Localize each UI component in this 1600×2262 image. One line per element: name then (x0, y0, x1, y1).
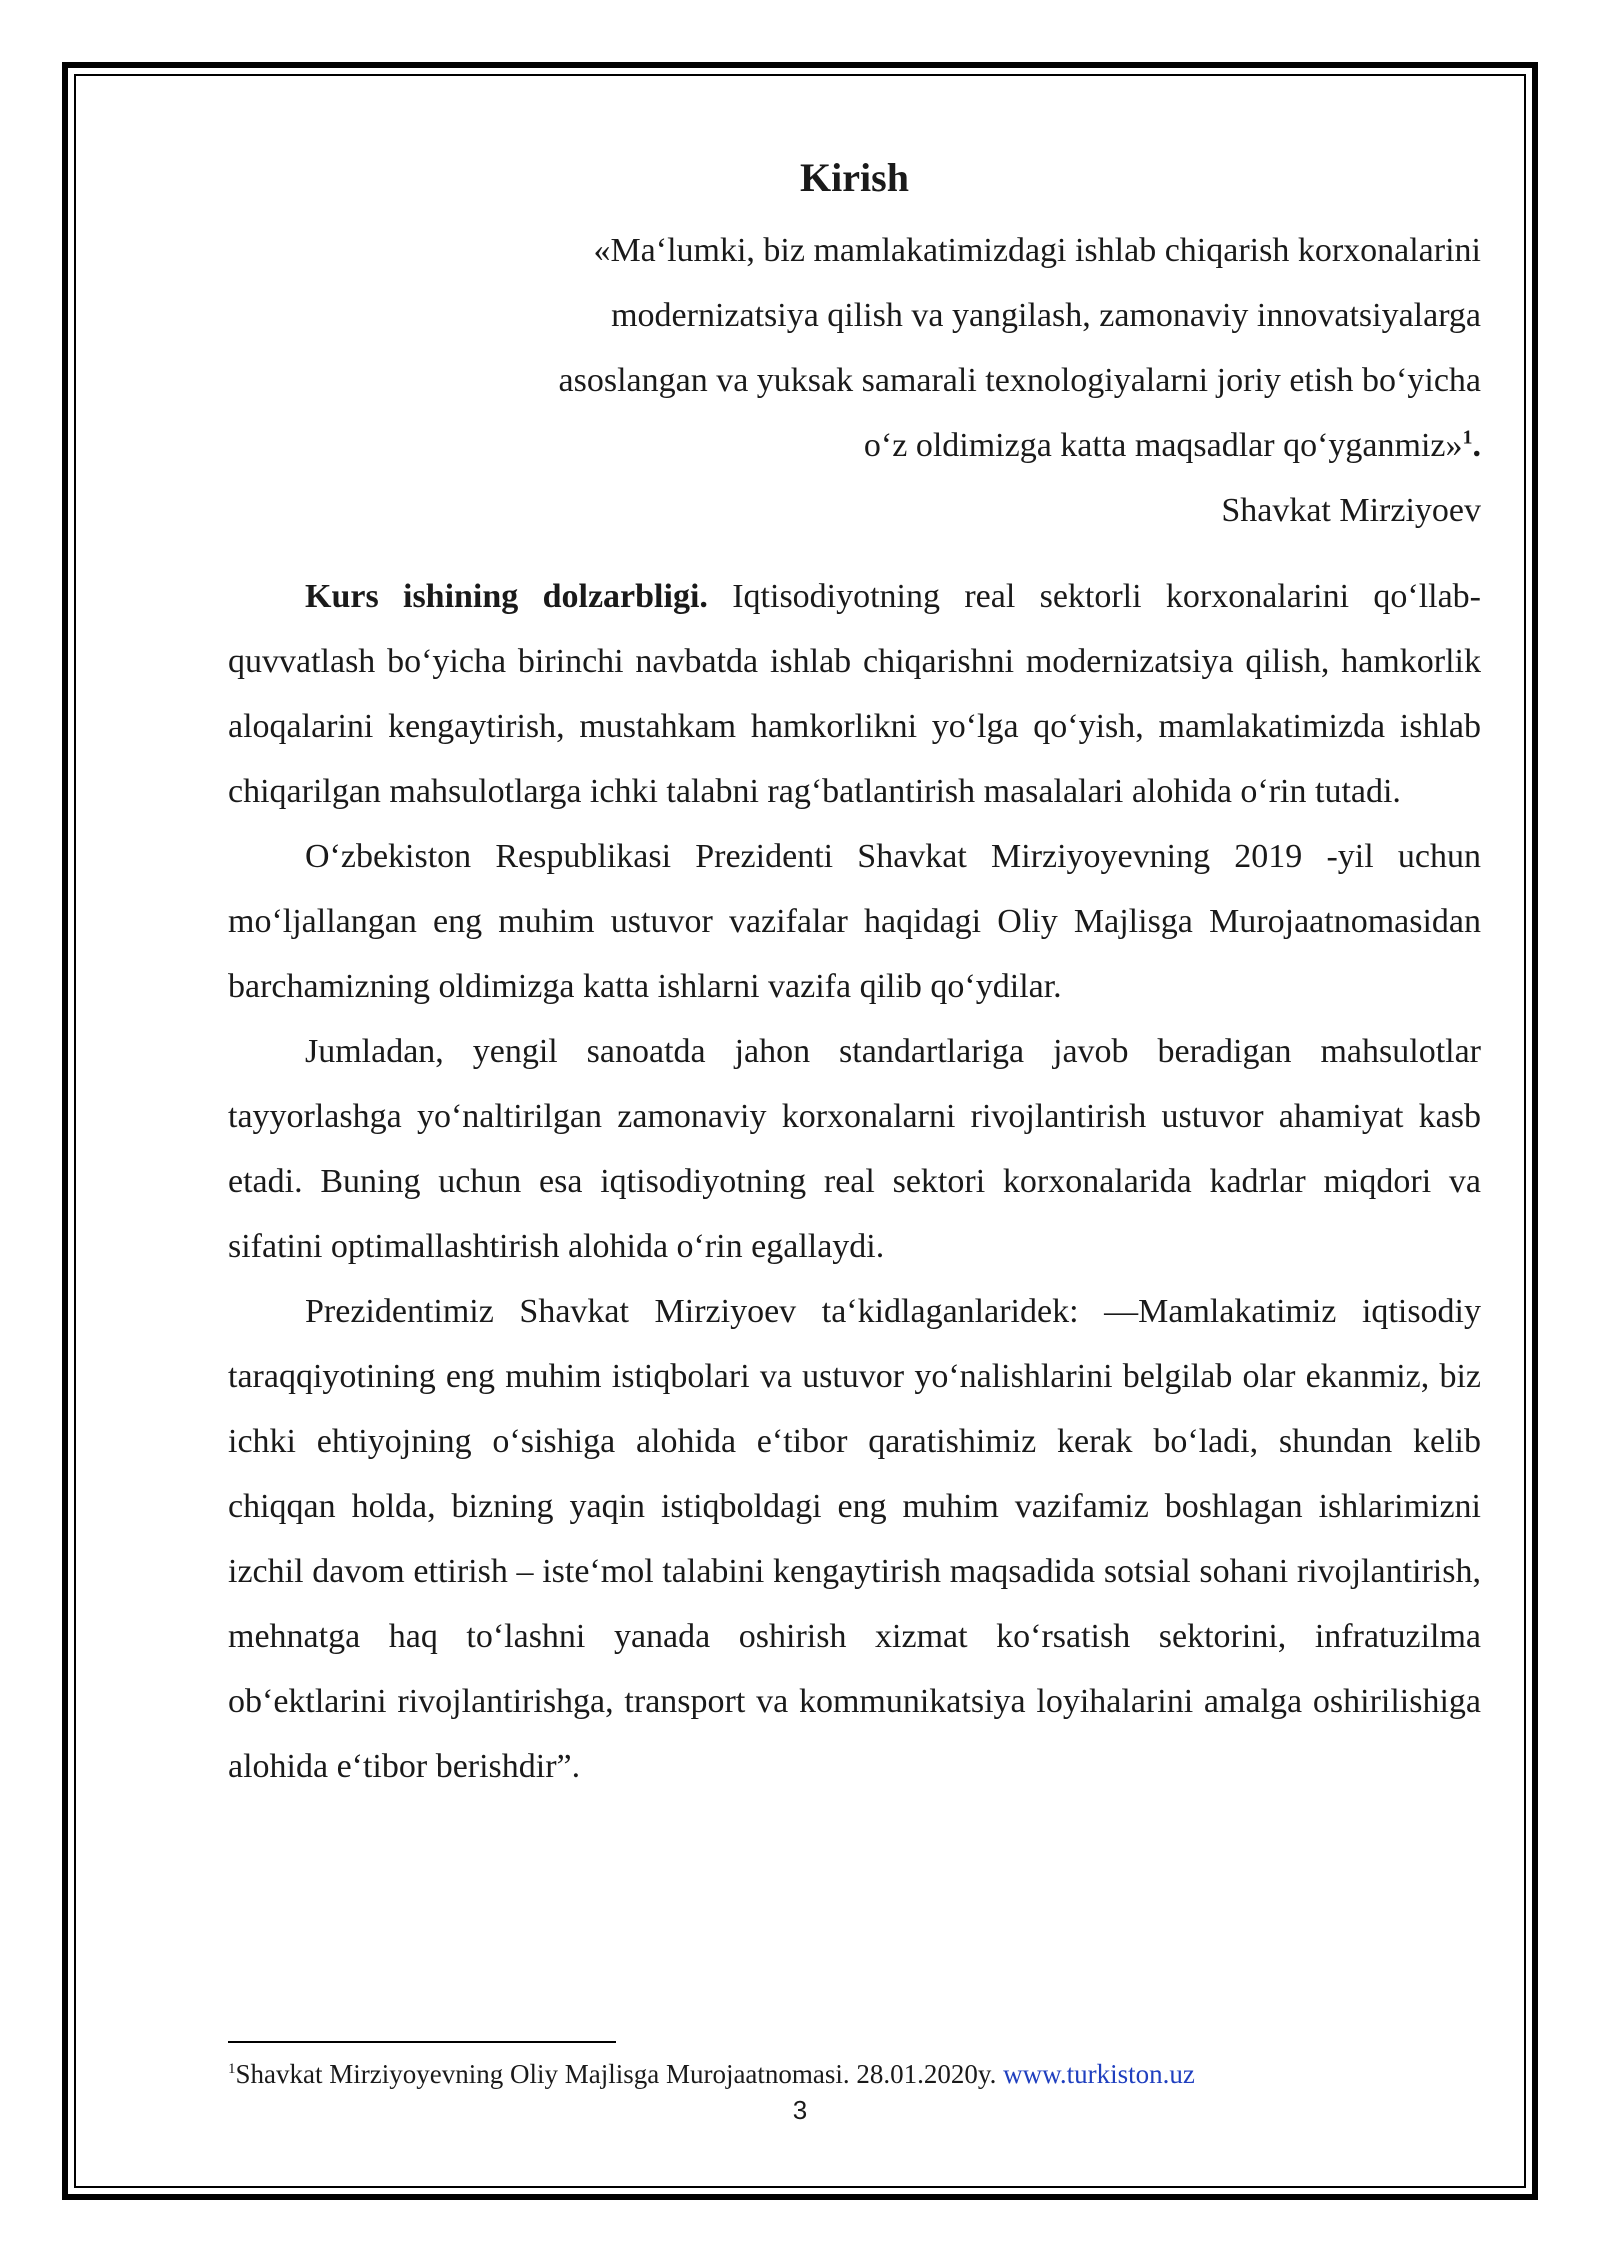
page-number: 3 (792, 2095, 808, 2125)
footnote-text: Shavkat Mirziyoyevning Oliy Majlisga Murojaatnomasi. 28.01.2020y. (235, 2059, 1004, 2089)
footnote (228, 2056, 1195, 2092)
epigraph-last-text: oʻz oldimizga katta maqsadlar qoʻyganmiz» (863, 427, 1463, 464)
paragraph-president-quote: Prezidentimiz Shavkat Mirziyoev taʻkidlaganlaridek: ―Mamlakatimiz iqtisodiy taraqqiyotining eng muhim istiqbolari va ustuvor yoʻnalishlarini belgilab olar ekanmiz, biz ichki ehtiyojning oʻsishiga alohida eʻtibor qaratishimiz kerak boʻladi, shundan kelib chiqqan holda, bizning yaqin istiqboldagi eng muhim vazifamiz boshlagan ishlarimizni izchil davom ettirish – isteʻmol talabini kengaytirish maqsadida sotsial sohani rivojlantirish, mehnatga haq toʻlashni yanada oshirish xizmat koʻrsatish sektorini, infratuzilma obʻektlarini rivojlantirishga, transport va kommunikatsiya loyihalarini amalga oshirilishiga alohida eʻtibor berishdir”. (228, 1293, 1481, 1785)
paragraph-text: Iqtisodiyotning real sektorli korxonalarini qoʻllab-quvvatlash boʻyicha birinchi navbatda ishlab chiqarishni modernizatsiya qilish, hamkorlik aloqalarini kengaytirish, mustahkam hamkorlikni yoʻlga qoʻyish, mamlakatimizda ishlab chiqarilgan mahsulotlarga ichki talabni ragʻbatlantirish masalalari alohida oʻrin tutadi. (228, 578, 1482, 810)
section-heading: Kirish (800, 155, 909, 200)
footnote-reference[interactable]: 1 (1462, 426, 1473, 449)
paragraph-industry: Jumladan, yengil sanoatda jahon standartlariga javob beradigan mahsulotlar tayyorlashga yoʻnaltirilgan zamonaviy korxonalarni rivojlantirish ustuvor ahamiyat kasb etadi. Buning uchun esa iqtisodiyotning real sektori korxonalarida kadrlar miqdori va sifatini optimallashtirish alohida oʻrin egallaydi. (228, 1033, 1481, 1265)
paragraph-relevance (228, 564, 1481, 824)
footnote-divider (228, 2041, 616, 2043)
epigraph-end-punct: . (1472, 427, 1481, 464)
epigraph-line: modernizatsiya qilish va yangilash, zamonaviy innovatsiyalarga (611, 297, 1481, 334)
epigraph-last-line (481, 413, 1481, 478)
epigraph-line: «Maʻlumki, biz mamlakatimizdagi ishlab chiqarish korxonalarini (593, 232, 1481, 269)
epigraph-quote (481, 218, 1481, 478)
epigraph-line: asoslangan va yuksak samarali texnologiyalarni joriy etish boʻyicha (558, 362, 1481, 399)
body-text (228, 564, 1481, 1799)
paragraph-lead: Kurs ishining dolzarbligi. (305, 578, 708, 615)
epigraph-author: Shavkat Mirziyoev (1221, 492, 1481, 529)
footnote-link[interactable]: www.turkiston.uz (1003, 2059, 1195, 2089)
footnote-mark: 1 (228, 2061, 236, 2077)
paragraph-address: Oʻzbekiston Respublikasi Prezidenti Shavkat Mirziyoyevning 2019 -yil uchun moʻljallangan eng muhim ustuvor vazifalar haqidagi Oliy Majlisga Murojaatnomasidan barchamizning oldimizga katta ishlarni vazifa qilib qoʻydilar. (228, 838, 1481, 1005)
